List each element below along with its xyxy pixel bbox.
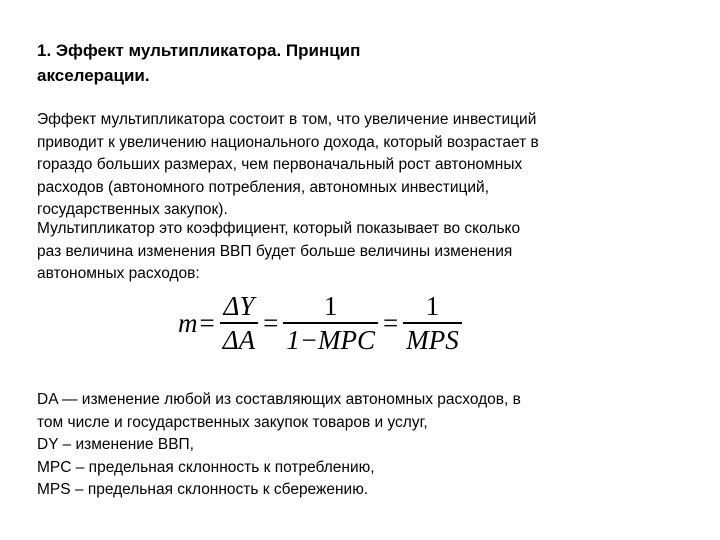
text-line: приводит к увеличению национального дохода, который возрастает в bbox=[37, 133, 539, 151]
fraction-one-over-one-minus-mpc bbox=[283, 290, 378, 356]
text-line: гораздо больших размерах, чем первоначальный рост автономных bbox=[37, 156, 523, 173]
fraction-one-over-mps bbox=[403, 290, 461, 356]
title-line-2: акселерации. bbox=[37, 66, 150, 85]
text-line: Эффект мультипликатора состоит в том, что увеличение инвестиций bbox=[37, 111, 537, 128]
fraction-denominator: MPS bbox=[406, 325, 459, 355]
fraction-numerator: ΔY bbox=[223, 291, 255, 321]
multiplier-effect-paragraph bbox=[37, 109, 677, 222]
text-line: Мультипликатор это коэффициент, который показывает во сколько bbox=[37, 220, 521, 237]
formula-lhs: m bbox=[178, 307, 198, 338]
definition-line: DA — изменение любой из составляющих автономных расходов, в bbox=[37, 391, 521, 408]
slide-title bbox=[37, 38, 677, 88]
definitions-list bbox=[37, 389, 677, 502]
definition-line: том числе и государственных закупок товаров и услуг, bbox=[37, 413, 428, 431]
formula-equals: = bbox=[383, 307, 399, 338]
fraction-denominator: ΔA bbox=[222, 325, 256, 355]
text-line: расходов (автономного потребления, автономных инвестиций, bbox=[37, 178, 489, 196]
fraction-delta-y-over-delta-a bbox=[220, 290, 258, 356]
multiplier-formula bbox=[178, 286, 465, 360]
definition-line: MPC – предельная склонность к потреблению, bbox=[37, 458, 375, 476]
definition-line: DY – изменение ВВП, bbox=[37, 436, 194, 453]
fraction-numerator: 1 bbox=[323, 291, 338, 321]
fraction-denominator: 1−MPC bbox=[286, 325, 376, 355]
formula-equals: = bbox=[199, 307, 215, 338]
text-line: автономных расходов: bbox=[37, 265, 200, 282]
multiplier-definition-paragraph bbox=[37, 218, 677, 286]
text-line: раз величина изменения ВВП будет больше величины изменения bbox=[37, 242, 513, 260]
formula-equals: = bbox=[263, 307, 279, 338]
text-line: государственных закупок). bbox=[37, 201, 228, 218]
fraction-numerator: 1 bbox=[425, 291, 440, 321]
definition-line: MPS – предельная склонность к сбережению. bbox=[37, 481, 369, 498]
title-line-1: 1. Эффект мультипликатора. Принцип bbox=[37, 41, 361, 60]
